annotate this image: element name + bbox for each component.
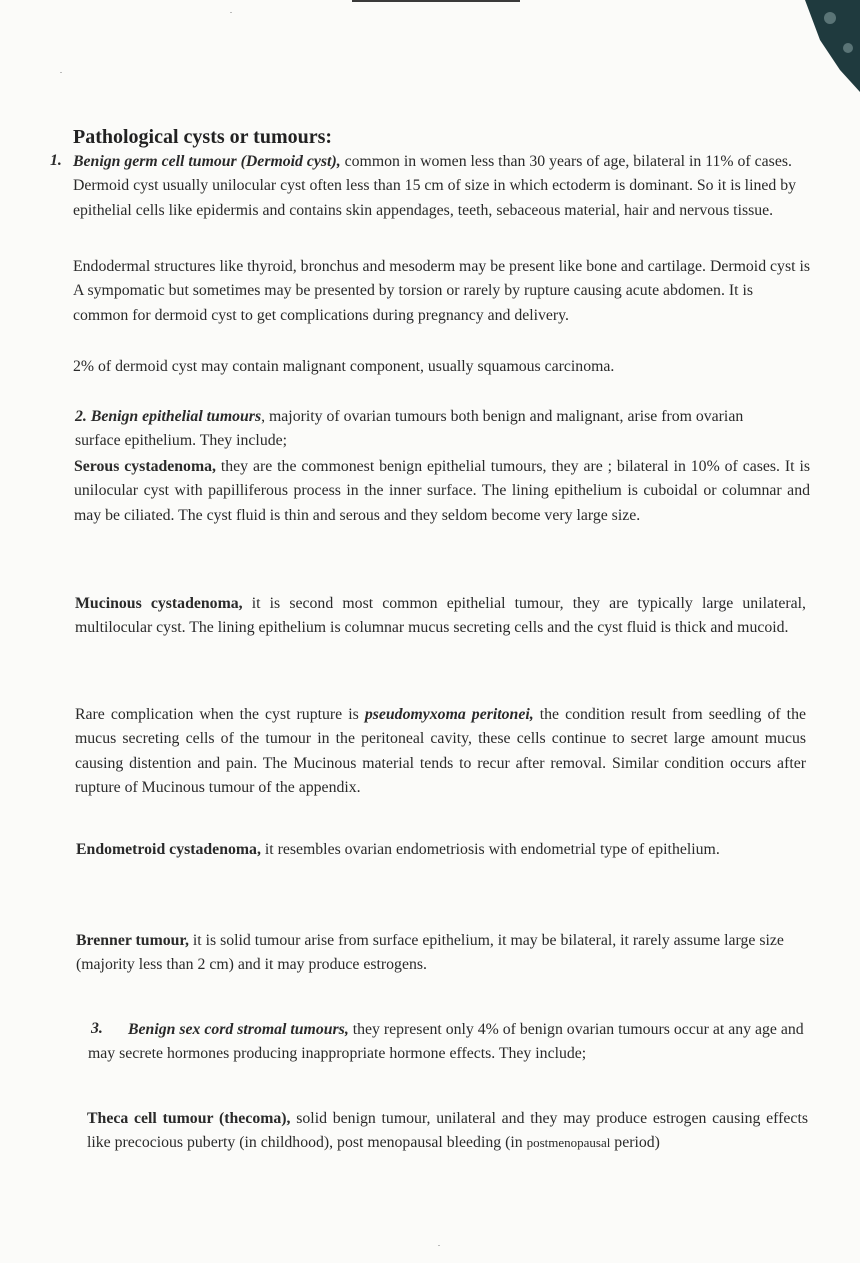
sex-cord-text: they represent only 4% of benign ovarian tumours occur at any age and may secrete hormones producing inappropriate hormone effects. They include; bbox=[88, 1021, 804, 1063]
endometroid-term: Endometroid cystadenoma, bbox=[76, 841, 261, 858]
rare-text-2: the condition result from seedling of the mucus secreting cells of the tumour in the peritoneal cavity, these cells continue to secret large amount mucus causing distention and pain. The Mucinous material tends to recur after removal. Similar condition occurs after rupture of Mucinous tumour of the appendix. bbox=[75, 706, 806, 797]
mucinous-term: Mucinous cystadenoma, bbox=[75, 595, 243, 612]
mucinous-text: it is second most common epithelial tumour, they are typically large unilateral, multilocular cyst. The lining epithelium is columnar mucus secreting cells and the cyst fluid is thick and mucoid. bbox=[75, 595, 806, 637]
dermoid-term: Benign germ cell tumour (Dermoid cyst), bbox=[73, 153, 341, 170]
scan-speck bbox=[230, 12, 232, 13]
malignant-paragraph: 2% of dermoid cyst may contain malignant component, usually squamous carcinoma. bbox=[73, 358, 615, 375]
thecoma-end: period) bbox=[610, 1134, 660, 1152]
thecoma-paragraph bbox=[87, 1107, 808, 1156]
corner-shadow bbox=[800, 0, 860, 92]
serous-paragraph bbox=[74, 455, 810, 528]
epithelial-text: , majority of ovarian tumours both benign and malignant, arise from ovarian surface epithelium. They include; bbox=[75, 408, 744, 450]
scan-edge-line bbox=[352, 0, 520, 2]
scan-speck bbox=[60, 72, 62, 73]
corner-dot bbox=[843, 43, 853, 53]
scan-speck bbox=[438, 1245, 440, 1246]
pseudomyxoma-term: pseudomyxoma peritonei, bbox=[364, 706, 534, 723]
thecoma-text: solid benign tumour, unilateral and they may produce estrogen causing effects like precocious puberty (in childhood), post menopausal bleeding (in bbox=[87, 1110, 808, 1152]
section3-number: 3. bbox=[91, 1020, 103, 1037]
corner-dot bbox=[824, 12, 836, 24]
postmenopausal-word: postmenopausal bbox=[526, 1135, 611, 1151]
rare-complication-paragraph bbox=[75, 703, 806, 801]
brenner-paragraph bbox=[76, 929, 808, 978]
sex-cord-paragraph bbox=[88, 1018, 808, 1067]
dermoid-paragraph bbox=[73, 150, 810, 223]
brenner-text: it is solid tumour arise from surface epithelium, it may be bilateral, it rarely assume large size (majority less than 2 cm) and it may produce estrogens. bbox=[76, 932, 784, 974]
section-number: 1. bbox=[50, 152, 62, 169]
endometroid-text: it resembles ovarian endometriosis with endometrial type of epithelium. bbox=[260, 841, 720, 858]
serous-term: Serous cystadenoma, bbox=[74, 458, 216, 475]
mucinous-paragraph bbox=[75, 592, 806, 641]
dermoid-text: common in women less than 30 years of age, bilateral in 11% of cases. Dermoid cyst usually unilocular cyst often less than 15 cm of size in which ectoderm is dominant. So it is lined by epithelial cells like epidermis and contains skin appendages, teeth, sebaceous material, hair and nervous tissue. bbox=[73, 153, 797, 219]
thecoma-term: Theca cell tumour (thecoma), bbox=[87, 1110, 291, 1127]
epithelial-paragraph bbox=[75, 405, 792, 454]
page-title: Pathological cysts or tumours: bbox=[73, 126, 333, 148]
epithelial-term: Benign epithelial tumours bbox=[90, 408, 262, 425]
endodermal-paragraph: Endodermal structures like thyroid, bronchus and mesoderm may be present like bone and cartilage. Dermoid cyst is A sympomatic but sometimes may be presented by torsion or rarely by rupture causing acute abdomen. It is common for dermoid cyst to get complications during pregnancy and delivery. bbox=[73, 258, 810, 324]
epithelial-number: 2. bbox=[75, 408, 87, 425]
sex-cord-term: Benign sex cord stromal tumours, bbox=[128, 1021, 349, 1038]
endometroid-paragraph bbox=[76, 838, 804, 862]
serous-text: they are the commonest benign epithelial tumours, they are ; bilateral in 10% of cases. It is unilocular cyst with papilliferous process in the inner surface. The lining epithelium is cuboidal or columnar and may be ciliated. The cyst fluid is thin and serous and they seldom become very large size. bbox=[74, 458, 810, 524]
brenner-term: Brenner tumour, bbox=[76, 932, 189, 949]
rare-text-1: Rare complication when the cyst rupture is bbox=[75, 706, 365, 723]
